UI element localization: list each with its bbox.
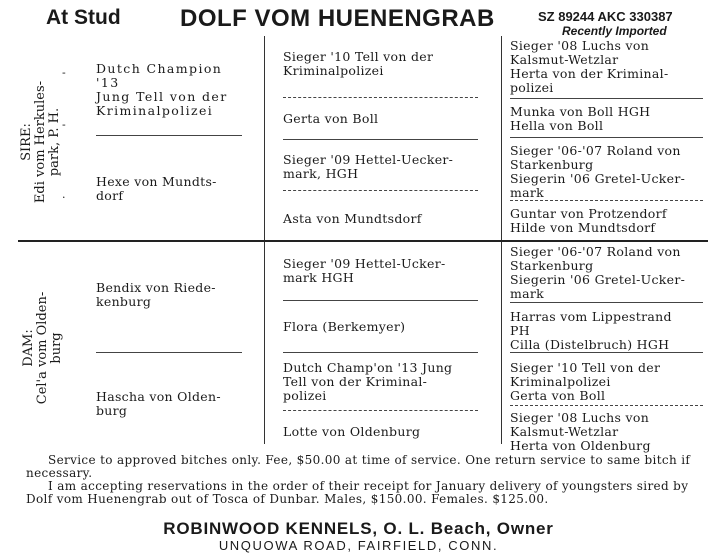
rule [96,135,242,136]
rule [510,352,703,353]
recently-imported-note: Recently Imported [562,24,667,38]
rule [96,352,242,353]
reservations-paragraph: I am accepting reservations in the order of their receipt for January delivery of youngsters sired by Dolf vom Huenengrab out of Tosca of Dunbar. Males, $150.00. Females. $125.00. [26,479,689,506]
sire-gen4-entry: Guntar von Protzendorf Hilde von Mundtsdorf [510,206,667,235]
dam-gen4-entry: Sieger '06-'07 Roland von Starkenburg Siegerin '06 Gretel-Ucker- mark [510,244,686,301]
rule [510,302,703,303]
sire-gen3-entry: Asta von Mundtsdorf [283,211,422,226]
dam-label: DAM: Cel'a vom Olden- burg [21,291,64,405]
registration-numbers: SZ 89244 AKC 330387 [538,9,673,24]
dam-gen3-entry: Dutch Champ'on '13 Jung Tell von der Kriminal- polizei [283,360,453,403]
rule [283,190,478,191]
rule [283,410,478,411]
kennel-address: UNQUOWA ROAD, FAIRFIELD, CONN. [218,538,499,553]
sire-dam-divider [18,240,708,242]
at-stud-label: At Stud [46,6,121,29]
dam-gen4-entry: Harras vom Lippestrand PH Cilla (Distelbruch) HGH [510,309,672,352]
sire-label: SIRE: Edi vom Herkules- park, P. H. [19,80,62,204]
sire-gen2-entry: Hexe von Mundts- dorf [96,174,217,203]
dam-gen2-entry: Hascha von Olden- burg [96,389,221,418]
rule [510,405,703,406]
rule [510,98,703,99]
rule [283,352,478,353]
decorative-dash: - [62,118,66,131]
rule [283,300,478,301]
service-terms-paragraph: Service to approved bitches only. Fee, $50.00 at time of service. One return service to same bitch if necessary. [26,453,691,480]
sire-gen3-entry: Gerta von Boll [283,111,379,126]
decorative-dash: . [62,188,66,201]
dam-gen4-entry: Sieger '08 Luchs von Kalsmut-Wetzlar Herta von Oldenburg [510,410,651,453]
dam-gen3-entry: Flora (Berkemyer) [283,319,406,334]
rule [510,200,703,201]
sire-gen4-entry: Munka von Boll HGH Hella von Boll [510,104,651,133]
dam-gen3-entry: Lotte von Oldenburg [283,424,421,439]
sire-gen4-entry: Sieger '06-'07 Roland von Starkenburg Siegerin '06 Gretel-Ucker- mark [510,143,686,200]
rule [510,137,703,138]
sire-gen2-entry: Dutch Champion '13 Jung Tell von der Kriminalpolizei [96,61,228,118]
rule [283,97,478,98]
dam-gen2-entry: Bendix von Riede- kenburg [96,280,216,309]
sire-gen3-entry: Sieger '09 Hettel-Uecker- mark, HGH [283,152,454,181]
kennel-name: ROBINWOOD KENNELS, O. L. Beach, Owner [163,519,554,538]
dog-name-title: DOLF VOM HUENENGRAB [180,5,495,32]
sire-gen4-entry: Sieger '08 Luchs von Kalsmut-Wetzlar Herta von der Kriminal- polizei [510,38,669,95]
rule [283,139,478,140]
dam-gen4-entry: Sieger '10 Tell von der Kriminalpolizei Gerta von Boll [510,360,661,403]
dam-gen3-entry: Sieger '09 Hettel-Ucker- mark HGH [283,256,446,285]
decorative-dash: - [62,66,66,79]
sire-gen3-entry: Sieger '10 Tell von der Kriminalpolizei [283,49,434,78]
